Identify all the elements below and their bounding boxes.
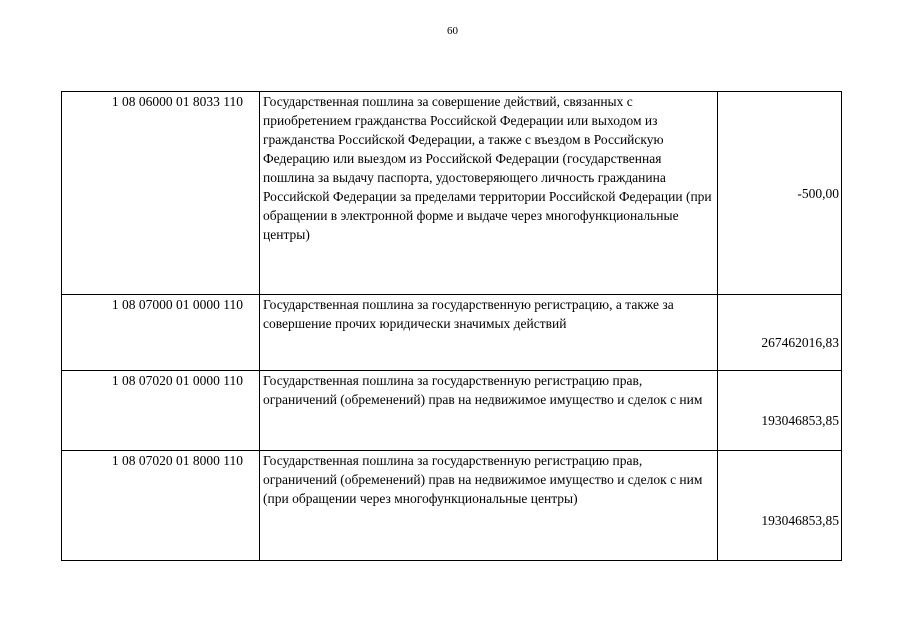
revenue-amount: 193046853,85 bbox=[718, 371, 842, 451]
budget-revenue-table bbox=[61, 91, 842, 561]
revenue-amount: 267462016,83 bbox=[718, 295, 842, 371]
revenue-description: Государственная пошлина за государственную регистрацию прав, ограничений (обременений) прав на недвижимое имущество и сделок с ним bbox=[260, 371, 718, 451]
revenue-description: Государственная пошлина за совершение действий, связанных с приобретением гражданства Российской Федерации или выходом из гражданства Российской Федерации, а также с въездом в Российскую Федерацию или выездом из Российской Федерации (государственная пошлина за выдачу паспорта, удостоверяющего личность гражданина Российской Федерации за пределами территории Российской Федерации (при обращении в электронной форме и выдаче через многофункциональные центры) bbox=[260, 92, 718, 295]
budget-classification-code: 1 08 07020 01 0000 110 bbox=[62, 371, 260, 451]
revenue-amount: 193046853,85 bbox=[718, 451, 842, 561]
revenue-description: Государственная пошлина за государственную регистрацию, а также за совершение прочих юридически значимых действий bbox=[260, 295, 718, 371]
budget-classification-code: 1 08 07000 01 0000 110 bbox=[62, 295, 260, 371]
table-row bbox=[62, 92, 842, 295]
page-number: 60 bbox=[447, 25, 458, 37]
revenue-description: Государственная пошлина за государственную регистрацию прав, ограничений (обременений) прав на недвижимое имущество и сделок с ним (при обращении через многофункциональные центры) bbox=[260, 451, 718, 561]
table-row bbox=[62, 295, 842, 371]
budget-classification-code: 1 08 07020 01 8000 110 bbox=[62, 451, 260, 561]
table-row bbox=[62, 371, 842, 451]
budget-classification-code: 1 08 06000 01 8033 110 bbox=[62, 92, 260, 295]
table-row bbox=[62, 451, 842, 561]
revenue-amount: -500,00 bbox=[718, 92, 842, 295]
